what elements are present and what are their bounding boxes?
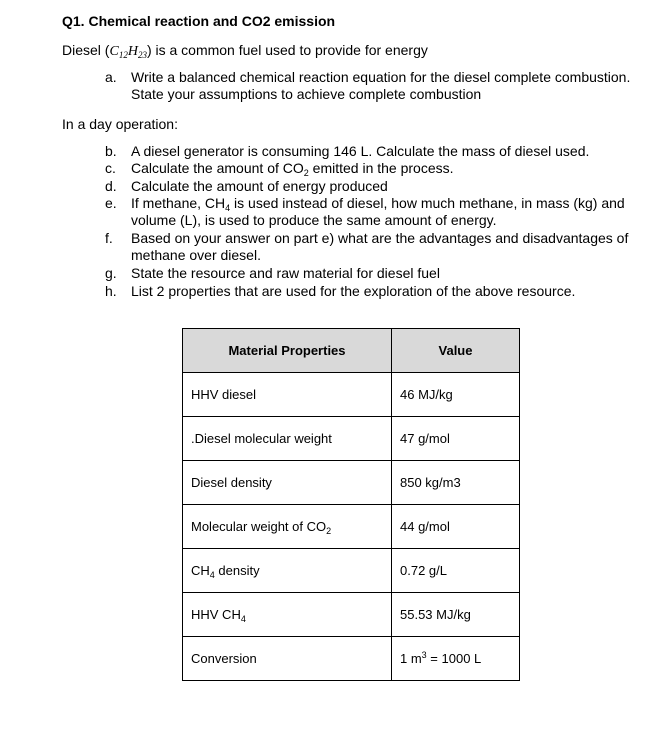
table-row [183,593,520,637]
property-cell [183,505,392,549]
property-cell: .Diesel molecular weight [183,417,392,461]
question-g-text: State the resource and raw material for diesel fuel [131,265,440,281]
table-row [183,505,520,549]
formula-carbon-count: 12 [118,50,128,60]
question-f-line2: methane over diesel. [131,247,261,263]
question-c [105,160,640,177]
value-cell: 0.72 g/L [392,549,520,593]
value-cell: 47 g/mol [392,417,520,461]
section-heading: In a day operation: [62,116,178,132]
diesel-formula [109,44,146,59]
property-subscript: 4 [240,614,246,624]
property-subscript: 2 [326,526,332,536]
table-row [183,373,520,417]
property-cell [183,593,392,637]
question-e-label: e. [105,195,117,211]
question-a-label: a. [105,69,117,85]
value-text-after: = 1000 L [426,651,482,666]
question-e-text-before: If methane, CH [131,195,226,211]
value-text: 1 m [400,651,422,666]
question-f-line1: Based on your answer on part e) what are the advantages and disadvantages of [131,230,629,246]
formula-carbon: C [109,44,119,59]
question-a [105,69,640,103]
question-title: Q1. Chemical reaction and CO2 emission [62,13,336,29]
question-e [105,195,640,229]
question-c-text-before: Calculate the amount of CO [131,160,304,176]
value-cell: 55.53 MJ/kg [392,593,520,637]
table-row [183,549,520,593]
question-e-subscript: 4 [225,203,231,213]
property-text: Molecular weight of CO [191,519,327,534]
formula-hydrogen: H [127,44,138,59]
table-header-row [183,329,520,373]
question-e-line2: volume (L), is used to produce the same amount of energy. [131,212,497,228]
value-cell: 46 MJ/kg [392,373,520,417]
property-cell: HHV diesel [183,373,392,417]
table-row [183,637,520,681]
value-cell: 850 kg/m3 [392,461,520,505]
question-b [105,143,640,160]
question-f [105,230,640,264]
question-h [105,283,640,300]
question-b-text: A diesel generator is consuming 146 L. Calculate the mass of diesel used. [131,143,590,159]
question-c-label: c. [105,160,116,176]
property-text-after: density [214,563,260,578]
material-properties-table [182,328,520,681]
property-text: CH [191,563,210,578]
property-cell: Diesel density [183,461,392,505]
header-material-properties: Material Properties [183,329,392,373]
question-d-text: Calculate the amount of energy produced [131,178,388,194]
question-e-text-after: is used instead of diesel, how much methane, in mass (kg) and [230,195,625,211]
question-b-label: b. [105,143,117,159]
question-a-line2: State your assumptions to achieve complete combustion [131,86,482,102]
table-row [183,461,520,505]
intro-prefix: Diesel ( [62,42,110,58]
question-c-text [131,160,640,177]
table-row [183,417,520,461]
question-h-label: h. [105,283,117,299]
formula-hydrogen-count: 23 [137,50,147,60]
question-g [105,265,640,282]
question-f-label: f. [105,230,113,246]
property-cell: Conversion [183,637,392,681]
intro-suffix: ) is a common fuel used to provide for energy [146,42,428,58]
header-value: Value [392,329,520,373]
property-text: HHV CH [191,607,241,622]
property-cell [183,549,392,593]
question-g-label: g. [105,265,117,281]
value-cell: 44 g/mol [392,505,520,549]
question-a-line1: Write a balanced chemical reaction equation for the diesel complete combustion. [131,69,631,85]
value-cell [392,637,520,681]
value-superscript: 3 [421,650,427,660]
intro-line [62,42,428,60]
question-h-text: List 2 properties that are used for the exploration of the above resource. [131,283,576,299]
question-e-line1 [131,195,640,212]
question-d-label: d. [105,178,117,194]
question-c-subscript: 2 [303,168,309,178]
question-d [105,178,640,195]
question-c-text-after: emitted in the process. [308,160,454,176]
property-subscript: 4 [209,570,215,580]
